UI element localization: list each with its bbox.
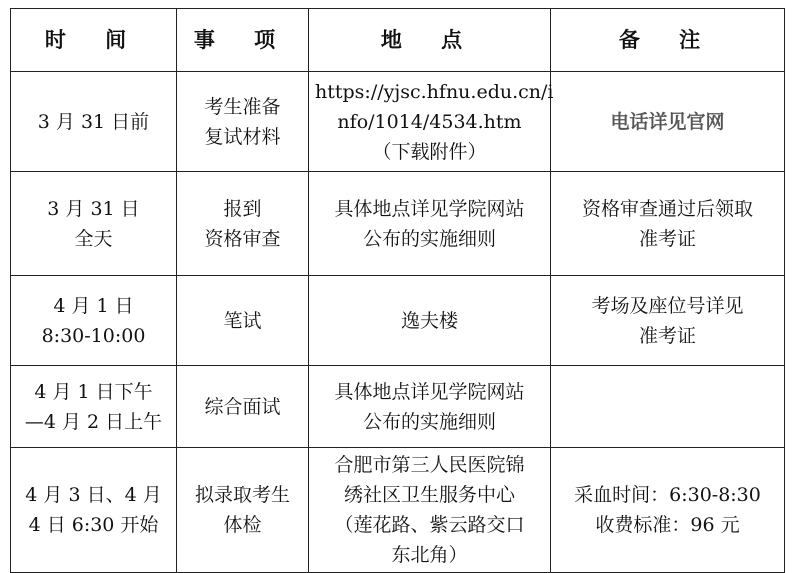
cell-time (11, 366, 177, 448)
cell-line: 具体地点详见学院网站 (334, 380, 525, 403)
cell-line: 采血时间：6:30-8:30 (574, 484, 761, 506)
header-place: 地 点 (309, 9, 551, 72)
cell-note (551, 276, 785, 366)
cell-line: 电话详见官网 (610, 110, 725, 133)
cell-line: 考生准备 (204, 95, 281, 118)
cell-line: 收费标准：96 元 (595, 514, 740, 536)
cell-place (309, 72, 554, 172)
cell-item (177, 366, 309, 448)
cell-line: 复试材料 (204, 125, 281, 148)
cell-line: 4 月 1 日下午 (34, 380, 153, 403)
table-row (11, 448, 785, 573)
cell-place (309, 172, 551, 276)
schedule-table (10, 8, 785, 573)
cell-item (177, 172, 309, 276)
cell-note (551, 366, 785, 448)
table-row (11, 276, 785, 366)
cell-line: （下载附件） (372, 140, 487, 163)
table-row (11, 366, 785, 448)
cell-time (11, 172, 177, 276)
cell-line: 绣社区卫生服务中心 (343, 484, 515, 506)
header-time: 时 间 (11, 9, 177, 72)
cell-note (551, 172, 785, 276)
cell-time (11, 276, 177, 366)
cell-line: 具体地点详见学院网站 (334, 197, 525, 220)
cell-item (177, 72, 309, 172)
cell-line: 3 月 31 日前 (37, 110, 150, 133)
cell-line: 合肥市第三人民医院锦 (334, 454, 525, 476)
cell-line: 资格审查通过后领取 (581, 197, 753, 220)
cell-line: 考场及座位号详见 (591, 294, 744, 317)
cell-line: 4 月 3 日、4 月 (25, 484, 162, 506)
cell-line: 4 日 6:30 开始 (28, 514, 159, 536)
cell-line: （莲花路、紫云路交口 (334, 514, 525, 536)
cell-time (11, 72, 177, 172)
cell-place (309, 448, 551, 573)
cell-line: 全天 (74, 227, 113, 250)
header-item: 事 项 (177, 9, 309, 72)
cell-line: 准考证 (638, 324, 696, 347)
cell-item (177, 276, 309, 366)
cell-line: 综合面试 (204, 395, 281, 418)
cell-line: 报到 (223, 197, 262, 220)
cell-note (551, 72, 785, 172)
cell-line: 3 月 31 日 (47, 197, 140, 220)
cell-line: 公布的实施细则 (362, 410, 496, 433)
cell-line: 东北角） (391, 544, 468, 566)
download-link-line[interactable]: https://yjsc.hfnu.edu.cn/i (315, 80, 554, 103)
cell-note (551, 448, 785, 573)
cell-line: 4 月 1 日 (53, 294, 134, 317)
cell-line: 8:30-10:00 (41, 324, 146, 347)
cell-time (11, 448, 177, 573)
cell-line: 公布的实施细则 (362, 227, 496, 250)
cell-place (309, 366, 551, 448)
cell-line: —4 月 2 日上午 (24, 410, 163, 433)
cell-line: 逸夫楼 (400, 309, 458, 332)
cell-line: 拟录取考生 (194, 484, 290, 506)
cell-item (177, 448, 309, 573)
cell-line: 准考证 (638, 227, 696, 250)
header-note: 备 注 (551, 9, 785, 72)
table-row (11, 172, 785, 276)
cell-line: 体检 (223, 514, 262, 536)
cell-line: 笔试 (223, 309, 262, 332)
cell-line: 资格审查 (204, 227, 281, 250)
header-row (11, 9, 785, 72)
table-row (11, 72, 785, 172)
cell-place (309, 276, 551, 366)
download-link-line[interactable]: nfo/1014/4534.htm (337, 110, 522, 133)
